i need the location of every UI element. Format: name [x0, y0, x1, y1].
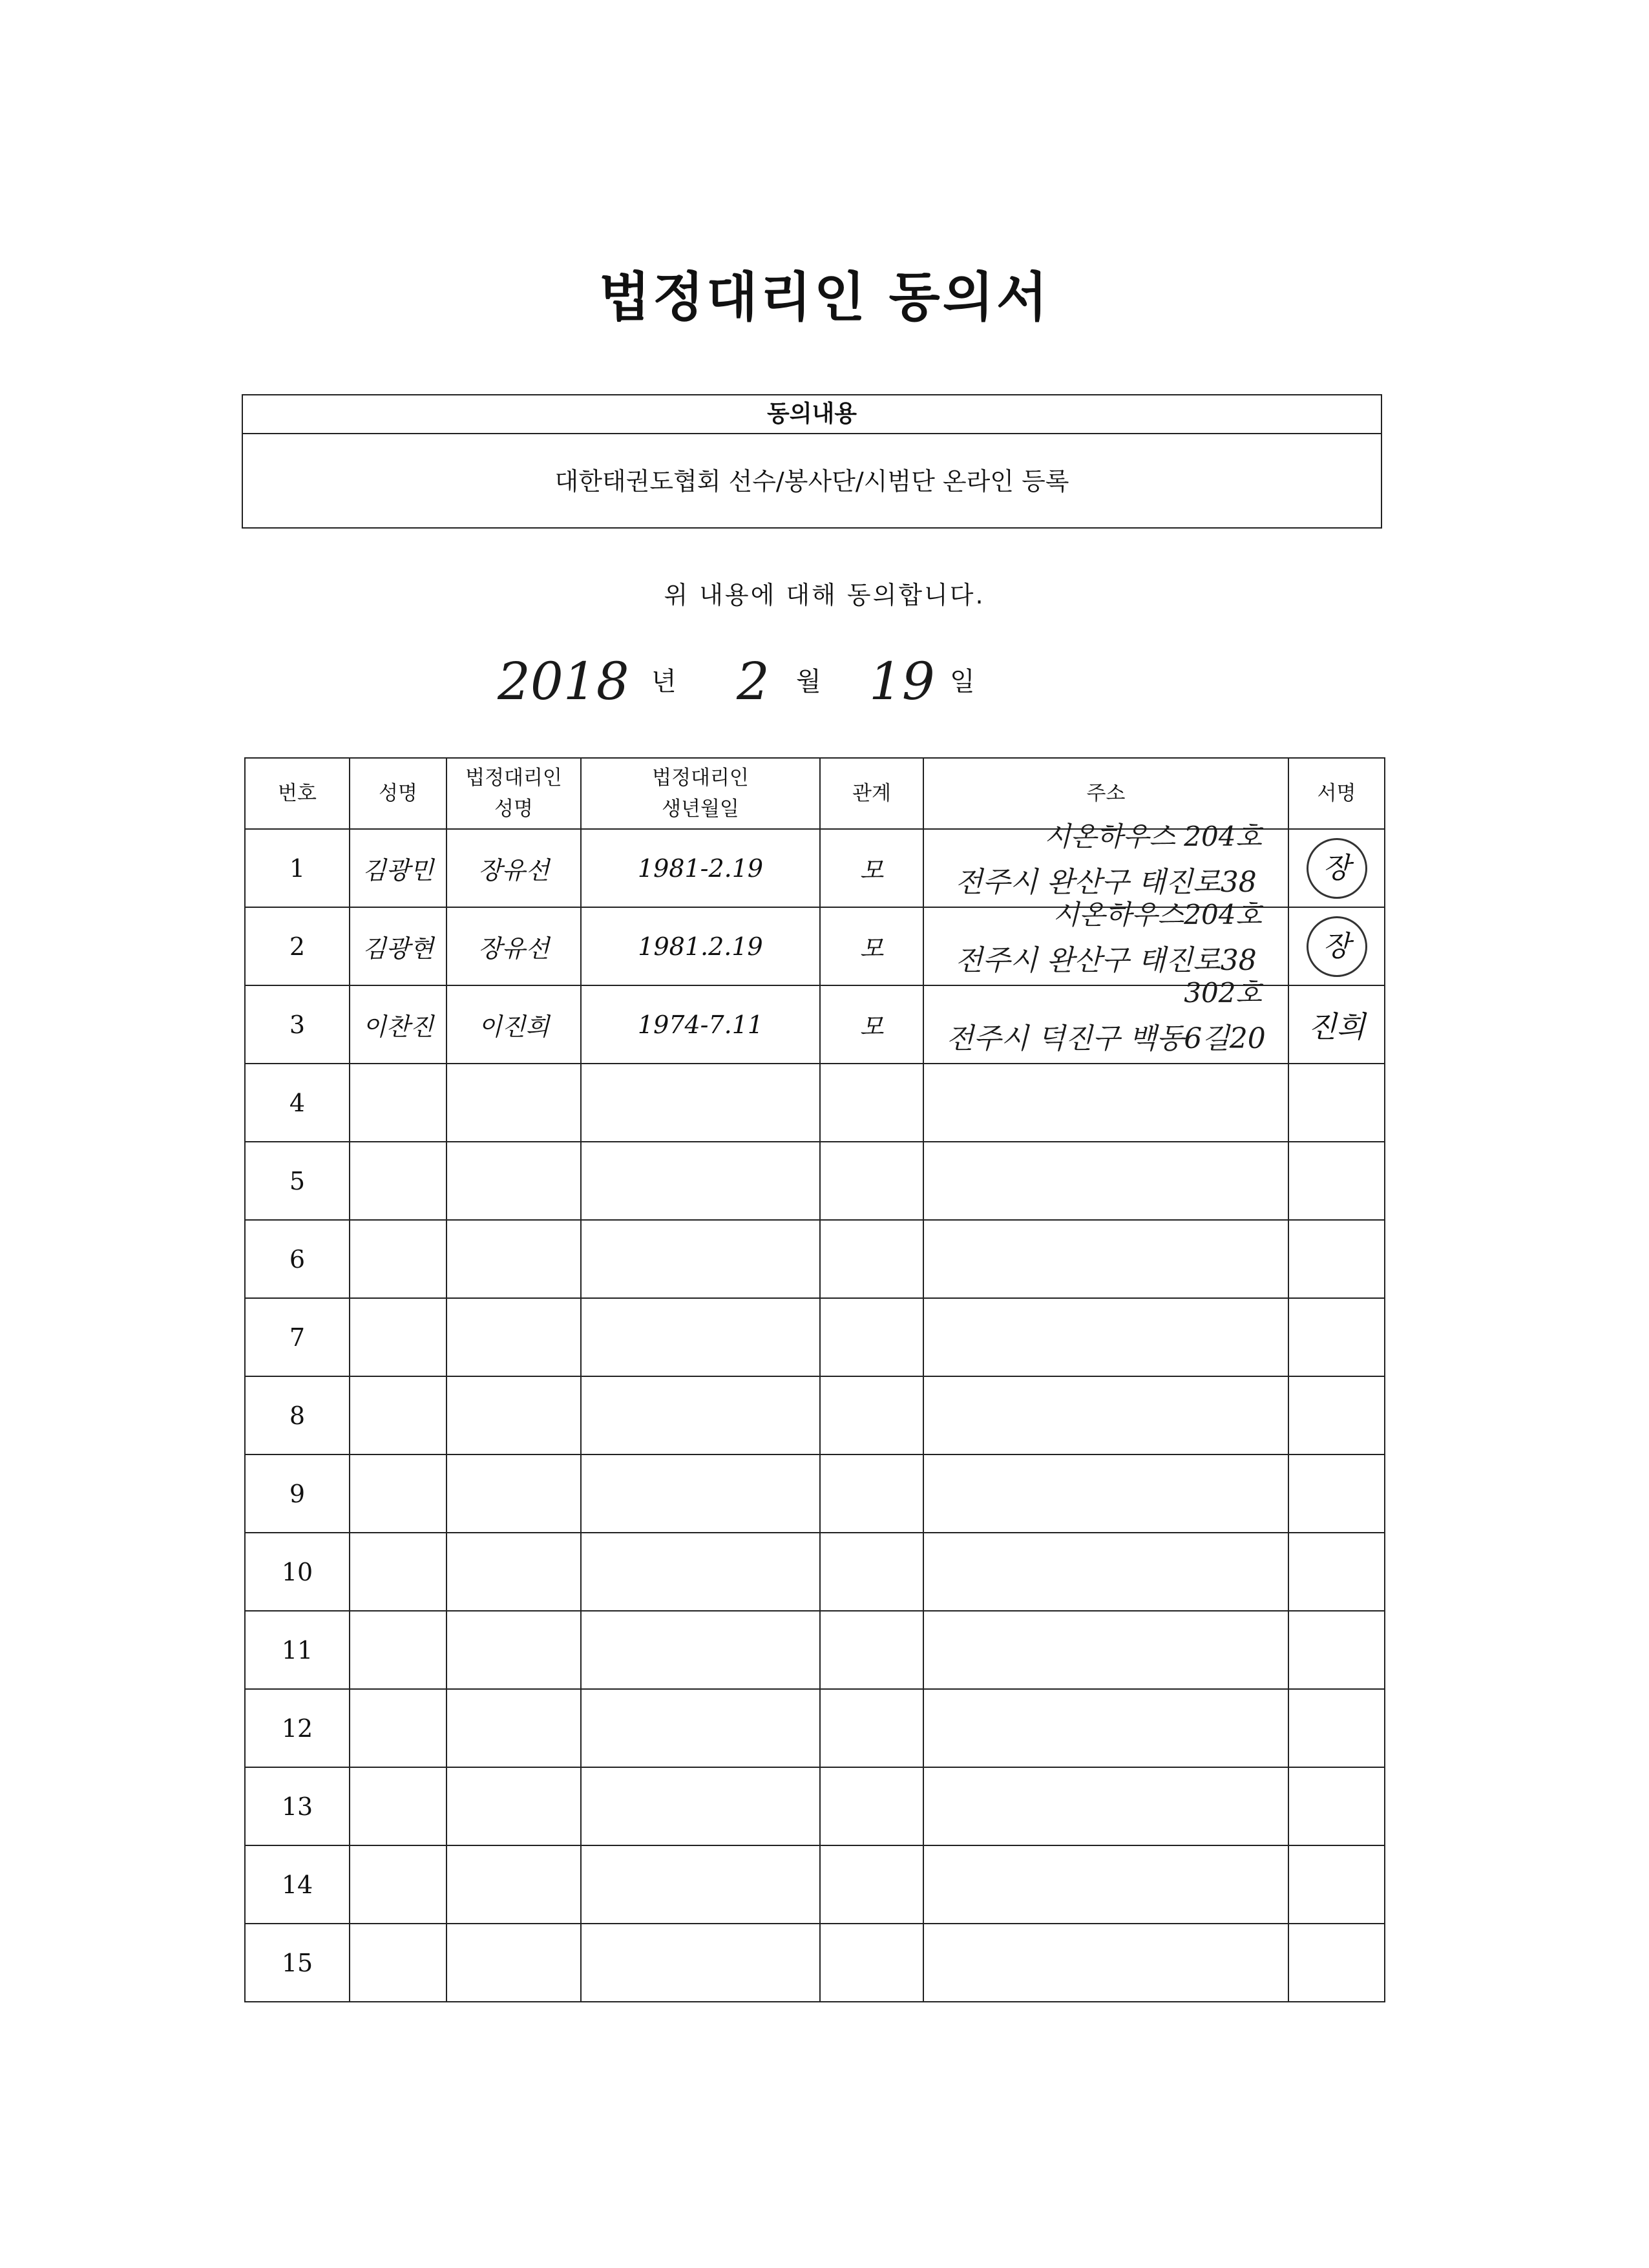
- signature-seal: 장: [1307, 838, 1367, 899]
- row-guardian-name: 장유선: [446, 829, 581, 907]
- row-name: 이찬진: [350, 985, 446, 1064]
- row-address-line2: 전주시 덕진구 백동6길20: [946, 1022, 1266, 1055]
- header-signature: 서명: [1288, 758, 1385, 829]
- row-guardian-name: [446, 1298, 581, 1376]
- row-name: [350, 1064, 446, 1142]
- row-name: [350, 1767, 446, 1845]
- row-guardian-birth: [581, 1767, 820, 1845]
- row-relation: [820, 1376, 923, 1454]
- row-address: [923, 1689, 1288, 1767]
- table-row: [245, 1454, 1385, 1533]
- table-row: [245, 985, 1385, 1064]
- row-guardian-birth: [581, 1689, 820, 1767]
- signature-text: 진희: [1308, 1009, 1365, 1044]
- row-relation: [820, 1924, 923, 2002]
- row-number: 3: [245, 985, 350, 1064]
- row-address-line1: 시온하우스 204호: [1044, 821, 1262, 852]
- header-guardian-birth: [581, 758, 820, 829]
- row-signature: [1288, 1142, 1385, 1220]
- table-row: [245, 1767, 1385, 1845]
- row-guardian-birth: [581, 1298, 820, 1376]
- row-relation: 모: [820, 985, 923, 1064]
- row-guardian-name: [446, 1454, 581, 1533]
- date-day-unit: 일: [950, 667, 975, 697]
- consent-box: [242, 394, 1382, 529]
- row-name: [350, 1611, 446, 1689]
- row-relation: [820, 1220, 923, 1298]
- row-signature: [1288, 1767, 1385, 1845]
- row-guardian-birth: [581, 1924, 820, 2002]
- row-relation: [820, 1611, 923, 1689]
- row-guardian-name: [446, 1142, 581, 1220]
- row-number: 13: [245, 1767, 350, 1845]
- row-number: 6: [245, 1220, 350, 1298]
- row-signature: [1288, 985, 1385, 1064]
- row-guardian-name: [446, 1533, 581, 1611]
- row-number: 15: [245, 1924, 350, 2002]
- row-name: 김광민: [350, 829, 446, 907]
- row-guardian-birth: 1974-7.11: [581, 985, 820, 1064]
- date-day: 19: [869, 651, 935, 711]
- row-number: 10: [245, 1533, 350, 1611]
- row-signature: [1288, 1924, 1385, 2002]
- date-year-unit: 년: [651, 667, 677, 697]
- date-row: [0, 649, 1649, 714]
- row-relation: [820, 1767, 923, 1845]
- row-guardian-name: [446, 1924, 581, 2002]
- row-guardian-name: [446, 1845, 581, 1924]
- row-name: [350, 1845, 446, 1924]
- table-row: [245, 1064, 1385, 1142]
- row-guardian-name: [446, 1376, 581, 1454]
- row-guardian-birth: 1981-2.19: [581, 829, 820, 907]
- table-row: [245, 1845, 1385, 1924]
- row-signature: [1288, 1064, 1385, 1142]
- date-month: 2: [737, 651, 770, 711]
- row-number: 7: [245, 1298, 350, 1376]
- row-number: 2: [245, 907, 350, 985]
- row-guardian-birth: [581, 1220, 820, 1298]
- header-guardian-name: [446, 758, 581, 829]
- signature-seal: 장: [1307, 916, 1367, 977]
- row-name: 김광현: [350, 907, 446, 985]
- header-no: 번호: [245, 758, 350, 829]
- row-guardian-birth: [581, 1064, 820, 1142]
- consent-header: 동의내용: [243, 395, 1381, 434]
- header-guardian-name-line2: 성명: [494, 797, 533, 821]
- row-address-line2: 전주시 완산구 태진로38: [955, 944, 1257, 977]
- table-body: [245, 821, 1385, 2002]
- table-row: [245, 1611, 1385, 1689]
- row-address: [923, 1064, 1288, 1142]
- row-number: 11: [245, 1611, 350, 1689]
- row-name: [350, 1376, 446, 1454]
- row-address: [923, 1220, 1288, 1298]
- row-name: [350, 1689, 446, 1767]
- header-name: 성명: [350, 758, 446, 829]
- header-guardian-birth-line1: 법정대리인: [652, 766, 749, 790]
- table-row: [245, 1220, 1385, 1298]
- row-guardian-name: 이진희: [446, 985, 581, 1064]
- row-guardian-name: [446, 1064, 581, 1142]
- consent-body: 대한태권도협회 선수/봉사단/시범단 온라인 등록: [554, 467, 1069, 496]
- table-row: [245, 1142, 1385, 1220]
- row-number: 4: [245, 1064, 350, 1142]
- row-address: [923, 1376, 1288, 1454]
- table-row: [245, 1376, 1385, 1454]
- row-guardian-name: [446, 1611, 581, 1689]
- row-address: [923, 1533, 1288, 1611]
- row-guardian-birth: 1981.2.19: [581, 907, 820, 985]
- row-signature: [1288, 1454, 1385, 1533]
- row-guardian-birth: [581, 1611, 820, 1689]
- row-guardian-birth: [581, 1845, 820, 1924]
- header-guardian-name-line1: 법정대리인: [465, 766, 562, 790]
- row-number: 5: [245, 1142, 350, 1220]
- row-guardian-name: [446, 1767, 581, 1845]
- row-address-line2: 전주시 완산구 태진로38: [955, 866, 1257, 899]
- document-title: 법정대리인 동의서: [598, 267, 1051, 328]
- row-name: [350, 1298, 446, 1376]
- row-relation: [820, 1689, 923, 1767]
- row-address: [923, 1767, 1288, 1845]
- row-signature: [1288, 1298, 1385, 1376]
- row-relation: [820, 1845, 923, 1924]
- row-name: [350, 1220, 446, 1298]
- row-relation: [820, 1064, 923, 1142]
- row-guardian-name: [446, 1689, 581, 1767]
- row-guardian-name: 장유선: [446, 907, 581, 985]
- header-address: 주소: [923, 758, 1288, 829]
- row-number: 14: [245, 1845, 350, 1924]
- row-guardian-name: [446, 1220, 581, 1298]
- header-guardian-birth-line2: 생년월일: [662, 797, 739, 821]
- row-address-line1: 302호: [1184, 977, 1262, 1009]
- row-relation: [820, 1142, 923, 1220]
- row-signature: [1288, 1845, 1385, 1924]
- row-name: [350, 1142, 446, 1220]
- row-guardian-birth: [581, 1533, 820, 1611]
- row-guardian-birth: [581, 1454, 820, 1533]
- date-month-unit: 월: [796, 667, 821, 697]
- row-relation: 모: [820, 829, 923, 907]
- row-address: [923, 1611, 1288, 1689]
- row-number: 9: [245, 1454, 350, 1533]
- row-signature: [1288, 1533, 1385, 1611]
- table-row: [245, 1298, 1385, 1376]
- row-name: [350, 1533, 446, 1611]
- row-signature: [1288, 907, 1385, 985]
- row-relation: [820, 1298, 923, 1376]
- row-address: [923, 1298, 1288, 1376]
- row-address: [923, 977, 1288, 1064]
- row-number: 8: [245, 1376, 350, 1454]
- row-address: [923, 1142, 1288, 1220]
- row-address: [923, 1845, 1288, 1924]
- header-relation: 관계: [820, 758, 923, 829]
- guardian-table: [244, 757, 1385, 2002]
- row-number: 12: [245, 1689, 350, 1767]
- row-relation: [820, 1533, 923, 1611]
- row-relation: [820, 1454, 923, 1533]
- row-address: [923, 1924, 1288, 2002]
- row-address: [923, 1454, 1288, 1533]
- table-row: [245, 1924, 1385, 2002]
- row-signature: [1288, 1220, 1385, 1298]
- row-address-line1: 시온하우스204호: [1053, 899, 1262, 930]
- row-guardian-birth: [581, 1142, 820, 1220]
- row-name: [350, 1454, 446, 1533]
- table-row: [245, 1689, 1385, 1767]
- row-signature: [1288, 829, 1385, 907]
- row-relation: 모: [820, 907, 923, 985]
- date-year: 2018: [498, 651, 629, 711]
- row-number: 1: [245, 829, 350, 907]
- row-guardian-birth: [581, 1376, 820, 1454]
- row-signature: [1288, 1611, 1385, 1689]
- row-name: [350, 1924, 446, 2002]
- agreement-statement: 위 내용에 대해 동의합니다.: [664, 581, 985, 609]
- row-signature: [1288, 1376, 1385, 1454]
- table-row: [245, 1533, 1385, 1611]
- row-signature: [1288, 1689, 1385, 1767]
